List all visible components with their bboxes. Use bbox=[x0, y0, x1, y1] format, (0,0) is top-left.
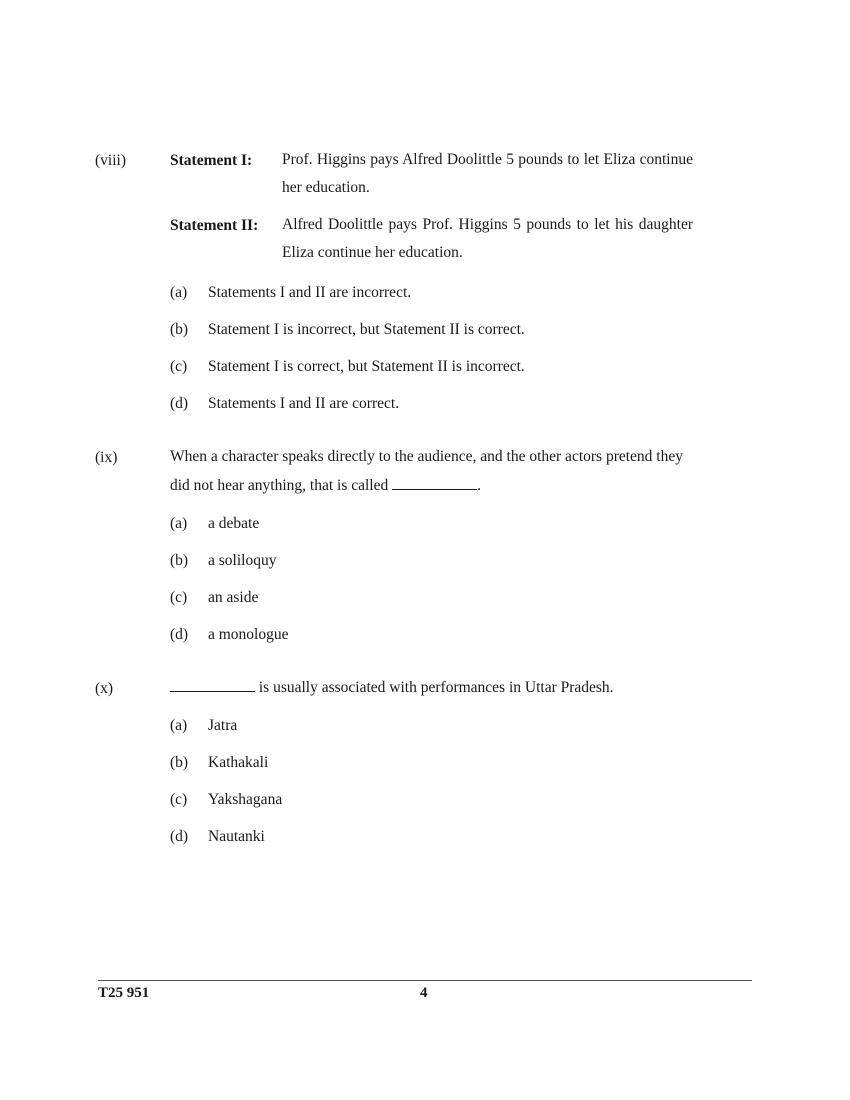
statement-1-text: Prof. Higgins pays Alfred Doolittle 5 pounds to let Eliza continue her education. bbox=[282, 151, 693, 196]
option-text: Nautanki bbox=[208, 828, 265, 845]
statement-2-label: Statement II: bbox=[170, 217, 259, 234]
statement-1-label: Statement I: bbox=[170, 152, 253, 169]
question-number: (x) bbox=[95, 680, 114, 697]
option-text: Statements I and II are correct. bbox=[208, 395, 400, 412]
option-label: (d) bbox=[170, 626, 189, 643]
option-label: (b) bbox=[170, 754, 189, 771]
option-text: Jatra bbox=[208, 717, 238, 734]
option-label: (a) bbox=[170, 717, 188, 734]
question-text bbox=[170, 673, 693, 702]
option-label: (d) bbox=[170, 828, 189, 845]
question-text-body: When a character speaks directly to the audience, and the other actors pretend they did not hear anything, that is called bbox=[170, 448, 683, 494]
question-number: (ix) bbox=[95, 449, 118, 466]
option-label: (a) bbox=[170, 515, 188, 532]
option-text: Statements I and II are incorrect. bbox=[208, 284, 412, 301]
option-text: Kathakali bbox=[208, 754, 269, 771]
option-text: a monologue bbox=[208, 626, 289, 643]
question-text-end: . bbox=[477, 477, 481, 494]
paper-code: T25 951 bbox=[98, 985, 150, 1001]
footer-divider bbox=[98, 980, 752, 981]
option-label: (d) bbox=[170, 395, 189, 412]
option-label: (a) bbox=[170, 284, 188, 301]
option-text: Statement I is incorrect, but Statement II is correct. bbox=[208, 321, 525, 338]
option-label: (b) bbox=[170, 321, 189, 338]
question-number: (viii) bbox=[95, 152, 126, 169]
answer-blank bbox=[392, 475, 477, 490]
option-label: (b) bbox=[170, 552, 189, 569]
option-text: a soliloquy bbox=[208, 552, 277, 569]
answer-blank bbox=[170, 677, 255, 692]
option-label: (c) bbox=[170, 358, 188, 375]
statement-2-text: Alfred Doolittle pays Prof. Higgins 5 pounds to let his daughter Eliza continue her education. bbox=[282, 216, 693, 261]
option-label: (c) bbox=[170, 589, 188, 606]
option-text: a debate bbox=[208, 515, 260, 532]
question-text bbox=[170, 442, 693, 500]
question-text-body: is usually associated with performances in Uttar Pradesh. bbox=[258, 679, 614, 696]
option-text: an aside bbox=[208, 589, 259, 606]
option-text: Statement I is correct, but Statement II is incorrect. bbox=[208, 358, 525, 375]
page-number: 4 bbox=[420, 985, 428, 1001]
option-label: (c) bbox=[170, 791, 188, 808]
option-text: Yakshagana bbox=[208, 791, 283, 808]
